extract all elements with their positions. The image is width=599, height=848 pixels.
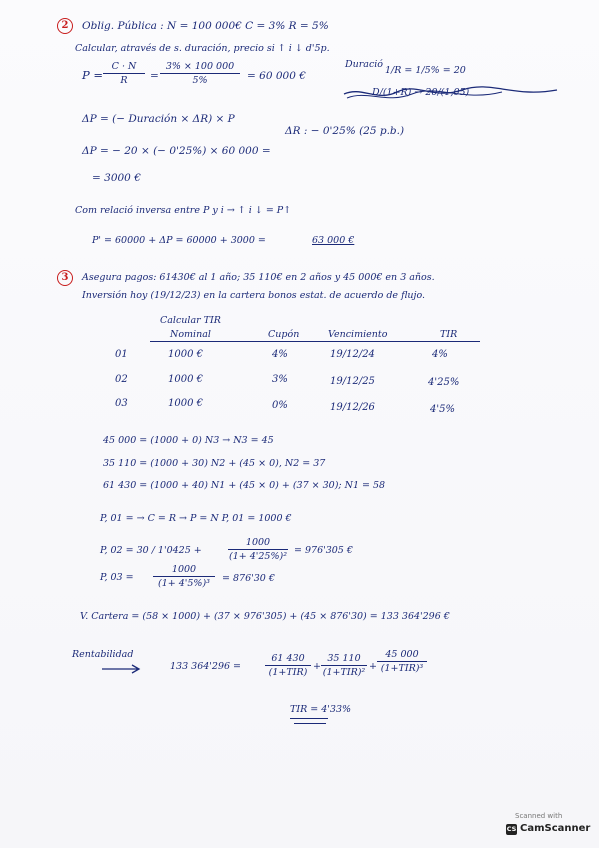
p03-frac-num: 1000: [153, 565, 215, 577]
plus-sign: +: [369, 661, 377, 672]
ex2-frac1-den: R: [120, 74, 128, 86]
tir-underline-1: [290, 718, 328, 719]
rent-frac-1: [265, 654, 311, 677]
row-nominal: 1000 €: [168, 349, 203, 360]
table-header-tir: TIR: [440, 329, 458, 340]
ex3-eq-n2: 35 110 = (1000 + 30) N2 + (45 × 0), N2 = 37: [103, 458, 326, 469]
ex2-delta-p-result: = 3000 €: [92, 172, 141, 184]
table-rule: [150, 341, 480, 342]
rent-frac-2: [321, 654, 367, 677]
row-coupon: 3%: [272, 374, 288, 385]
ex2-frac1-num: C · N: [103, 62, 145, 74]
ex2-price-frac1: [103, 62, 145, 85]
ex2-frac2-num: 3% × 100 000: [160, 62, 240, 74]
ex2-price-frac2: [160, 62, 240, 85]
row-bond: 03: [115, 398, 128, 409]
ex3-price-02-frac: [228, 538, 288, 561]
ex3-price-03-frac: [153, 565, 215, 588]
camscanner-badge: [503, 810, 591, 840]
ex2-relation: Com relació inversa entre P y i → ↑ i ↓ = P↑: [75, 205, 292, 216]
table-header-coupon: Cupón: [268, 329, 300, 340]
ex2-frac2-den: 5%: [192, 74, 208, 86]
ex3-price-03-result: = 876'30 €: [222, 573, 275, 584]
ex3-price-01: P, 01 = → C = R → P = N P, 01 = 1000 €: [100, 513, 292, 524]
table-caption: Calcular TIR: [160, 315, 221, 326]
exercise-2-number: 2: [57, 18, 73, 34]
ex2-price-result: = 60 000 €: [247, 70, 306, 82]
p03-frac-den: (1+ 4'5%)³: [158, 577, 210, 589]
arrow-icon: [100, 664, 144, 674]
ex3-tir-result: TIR = 4'33%: [290, 704, 352, 715]
rent-frac-1-den: (1+TIR): [268, 666, 308, 678]
ex2-duration-formula: 1/R = 1/5% = 20: [385, 65, 466, 76]
row-maturity: 19/12/26: [330, 402, 375, 413]
scribble-strikethrough: [342, 84, 562, 104]
p02-frac-den: (1+ 4'25%)²: [228, 550, 288, 562]
rent-frac-3-num: 45 000: [377, 650, 427, 662]
ex2-price-lhs: P =: [82, 68, 104, 82]
ex3-price-03-lhs: P, 03 =: [100, 572, 134, 583]
ex2-subheader: Calcular, através de s. duración, precio si ↑ i ↓ d'5p.: [75, 43, 330, 54]
rent-frac-2-num: 35 110: [321, 654, 367, 666]
ex3-rentabilidad-label: Rentabilidad: [72, 649, 134, 660]
scanned-with-text: Scanned with: [515, 812, 563, 820]
row-tir: 4'25%: [428, 377, 460, 388]
row-nominal: 1000 €: [168, 398, 203, 409]
ex3-line1: Asegura pagos: 61430€ al 1 año; 35 110€ en 2 años y 45 000€ en 3 años.: [82, 272, 435, 283]
camscanner-brand: CamScanner: [520, 823, 591, 834]
ex3-price-02-result: = 976'305 €: [294, 545, 353, 556]
ex2-delta-p-formula: ΔP = (− Duración × ΔR) × P: [82, 113, 235, 125]
camscanner-logo-icon: CS: [506, 825, 517, 833]
plus-sign: +: [313, 661, 321, 672]
table-header-maturity: Vencimiento: [328, 329, 388, 340]
row-coupon: 0%: [272, 400, 288, 411]
ex3-eq-n1: 61 430 = (1000 + 40) N1 + (45 × 0) + (37 × 30); N1 = 58: [103, 480, 386, 491]
tir-underline-2: [294, 723, 326, 724]
rent-frac-2-den: (1+TIR)²: [322, 666, 366, 678]
ex2-new-price-result: 63 000 €: [312, 235, 355, 246]
ex3-portfolio-value: V. Cartera = (58 × 1000) + (37 × 976'305) + (45 × 876'30) = 133 364'296 €: [80, 611, 450, 622]
rent-frac-3: [377, 650, 427, 673]
ex2-duration-label: Duració: [345, 59, 384, 70]
p02-frac-num: 1000: [228, 538, 288, 550]
ex3-price-02-lhs: P, 02 = 30 / 1'0425 +: [100, 545, 202, 556]
ex3-eq-n3: 45 000 = (1000 + 0) N3 → N3 = 45: [103, 435, 274, 446]
ex3-rent-lhs: 133 364'296 =: [170, 661, 242, 672]
table-header-nominal: Nominal: [170, 329, 211, 340]
ex2-new-price: P' = 60000 + ΔP = 60000 + 3000 =: [92, 235, 266, 246]
ex2-delta-r: ΔR : − 0'25% (25 p.b.): [285, 125, 405, 137]
row-maturity: 19/12/24: [330, 349, 375, 360]
row-maturity: 19/12/25: [330, 376, 375, 387]
exercise-3-number: 3: [57, 270, 73, 286]
ex2-duration-scribble: D/(1+R) → 20/(1,05): [372, 87, 470, 98]
row-coupon: 4%: [272, 349, 288, 360]
row-bond: 02: [115, 374, 128, 385]
rent-frac-1-num: 61 430: [265, 654, 311, 666]
row-tir: 4%: [432, 349, 448, 360]
ex2-header: Oblig. Pública : N = 100 000€ C = 3% R = 5%: [82, 20, 329, 32]
row-nominal: 1000 €: [168, 374, 203, 385]
ex3-line2: Inversión hoy (19/12/23) en la cartera bonos estat. de acuerdo de flujo.: [82, 290, 426, 301]
row-tir: 4'5%: [430, 404, 455, 415]
ex2-delta-p-calc: ΔP = − 20 × (− 0'25%) × 60 000 =: [82, 145, 271, 157]
ex2-eq1: =: [150, 70, 159, 82]
rent-frac-3-den: (1+TIR)³: [380, 662, 424, 674]
row-bond: 01: [115, 349, 128, 360]
